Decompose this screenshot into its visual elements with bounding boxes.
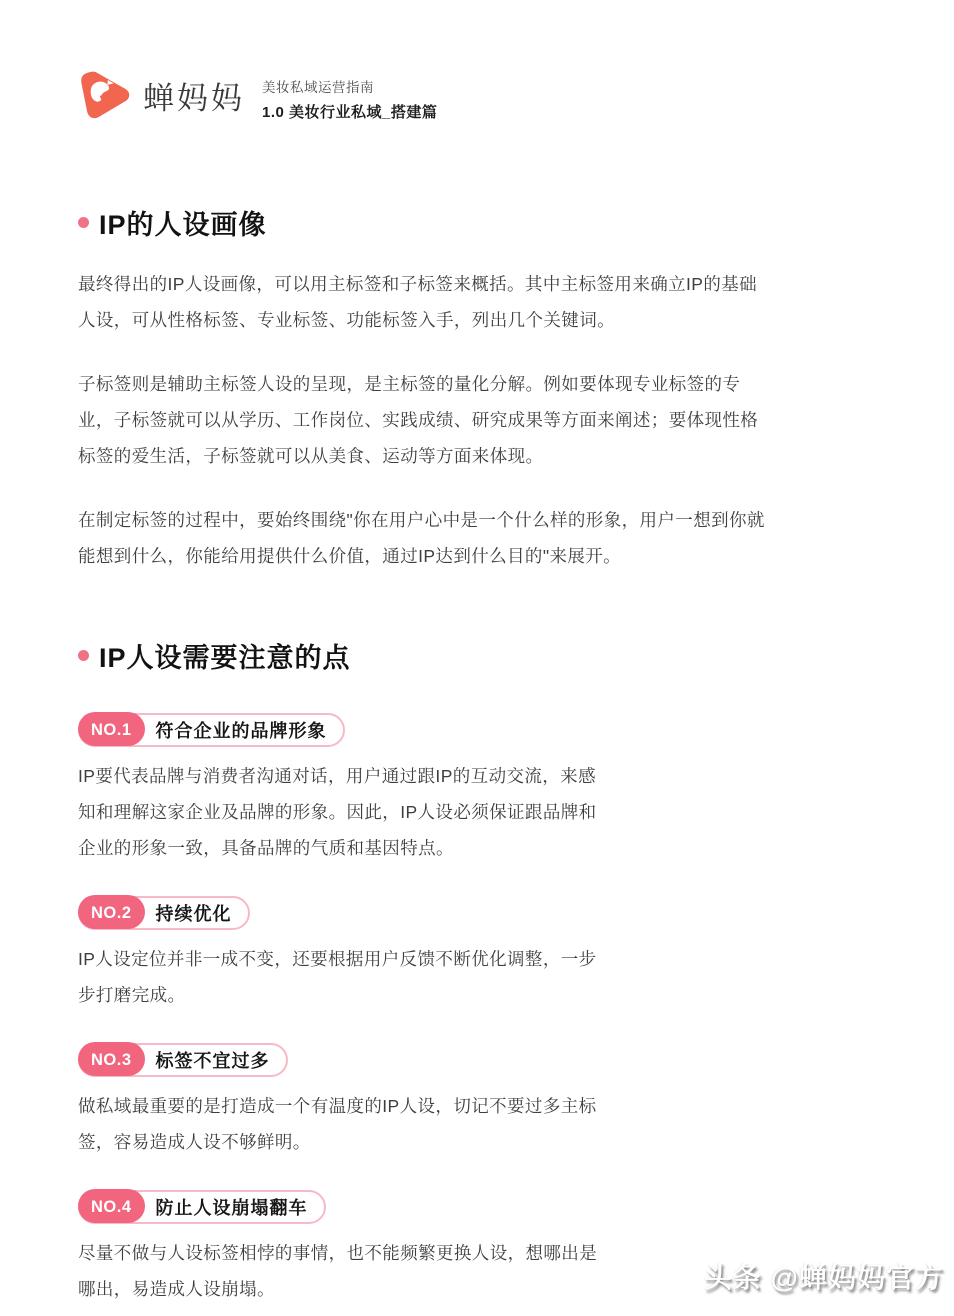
number-badge: NO.4: [78, 1189, 145, 1223]
note-text: IP要代表品牌与消费者沟通对话，用户通过跟IP的互动交流，来感知和理解这家企业及品牌的形象。因此，IP人设必须保证跟品牌和企业的形象一致，具备品牌的气质和基因特点。: [78, 766, 597, 858]
section-heading: IP人设需要注意的点: [99, 643, 351, 673]
section-ip-persona-portrait: [78, 203, 778, 574]
note-label: 防止人设崩塌翻车: [155, 1198, 308, 1218]
note-pill: [78, 896, 250, 930]
note-label: 标签不宜过多: [155, 1051, 270, 1071]
header: [75, 66, 245, 124]
paragraph: 子标签则是辅助主标签人设的呈现，是主标签的量化分解。例如要体现专业标签的专业，子标签就可以从学历、工作岗位、实践成绩、研究成果等方面来阐述；要体现性格标签的爱生活，子标签就可以从美食、运动等方面来体现。: [78, 374, 759, 466]
main-content: [78, 203, 778, 1316]
section-title-row: [78, 203, 778, 242]
note-item-1: [78, 713, 778, 866]
note-text: IP人设定位并非一成不变，还要根据用户反馈不断优化调整，一步步打磨完成。: [78, 949, 597, 1005]
note-text: 做私域最重要的是打造成一个有温度的IP人设，切记不要过多主标签，容易造成人设不够鲜明。: [78, 1096, 597, 1152]
number-badge: NO.2: [78, 895, 145, 929]
note-label: 符合企业的品牌形象: [155, 721, 327, 741]
note-pill: [78, 1190, 326, 1224]
doc-series: 美妆私域运营指南: [262, 80, 374, 95]
note-item-2: [78, 896, 778, 1013]
note-pill: [78, 1043, 288, 1077]
note-item-4: [78, 1190, 778, 1307]
doc-meta: [262, 76, 437, 122]
note-text: 尽量不做与人设标签相悖的事情，也不能频繁更换人设，想哪出是哪出，易造成人设崩塌。: [78, 1243, 598, 1299]
paragraph: 最终得出的IP人设画像，可以用主标签和子标签来概括。其中主标签用来确立IP的基础人设，可从性格标签、专业标签、功能标签入手，列出几个关键词。: [78, 274, 758, 330]
note-pill: [78, 713, 345, 747]
watermark: 头条 @蝉妈妈官方: [703, 1262, 944, 1293]
logo-wordmark: 蝉妈妈: [143, 80, 245, 116]
section-title-row: [78, 636, 778, 675]
section-heading: IP的人设画像: [99, 210, 267, 240]
note-label: 持续优化: [155, 904, 232, 924]
doc-title: 1.0 美妆行业私域_搭建篇: [262, 104, 438, 121]
section-ip-persona-notes: [78, 636, 778, 1307]
paragraph: 在制定标签的过程中，要始终围绕"你在用户心中是一个什么样的形象，用户一想到你就能想到什么，你能给用提供什么价值，通过IP达到什么目的"来展开。: [78, 510, 765, 566]
bullet-dot-icon: [78, 217, 89, 228]
bullet-dot-icon: [78, 650, 89, 661]
chanmama-logo-icon: [75, 66, 133, 124]
note-item-3: [78, 1043, 778, 1160]
number-badge: NO.3: [78, 1042, 145, 1076]
number-badge: NO.1: [78, 712, 145, 746]
